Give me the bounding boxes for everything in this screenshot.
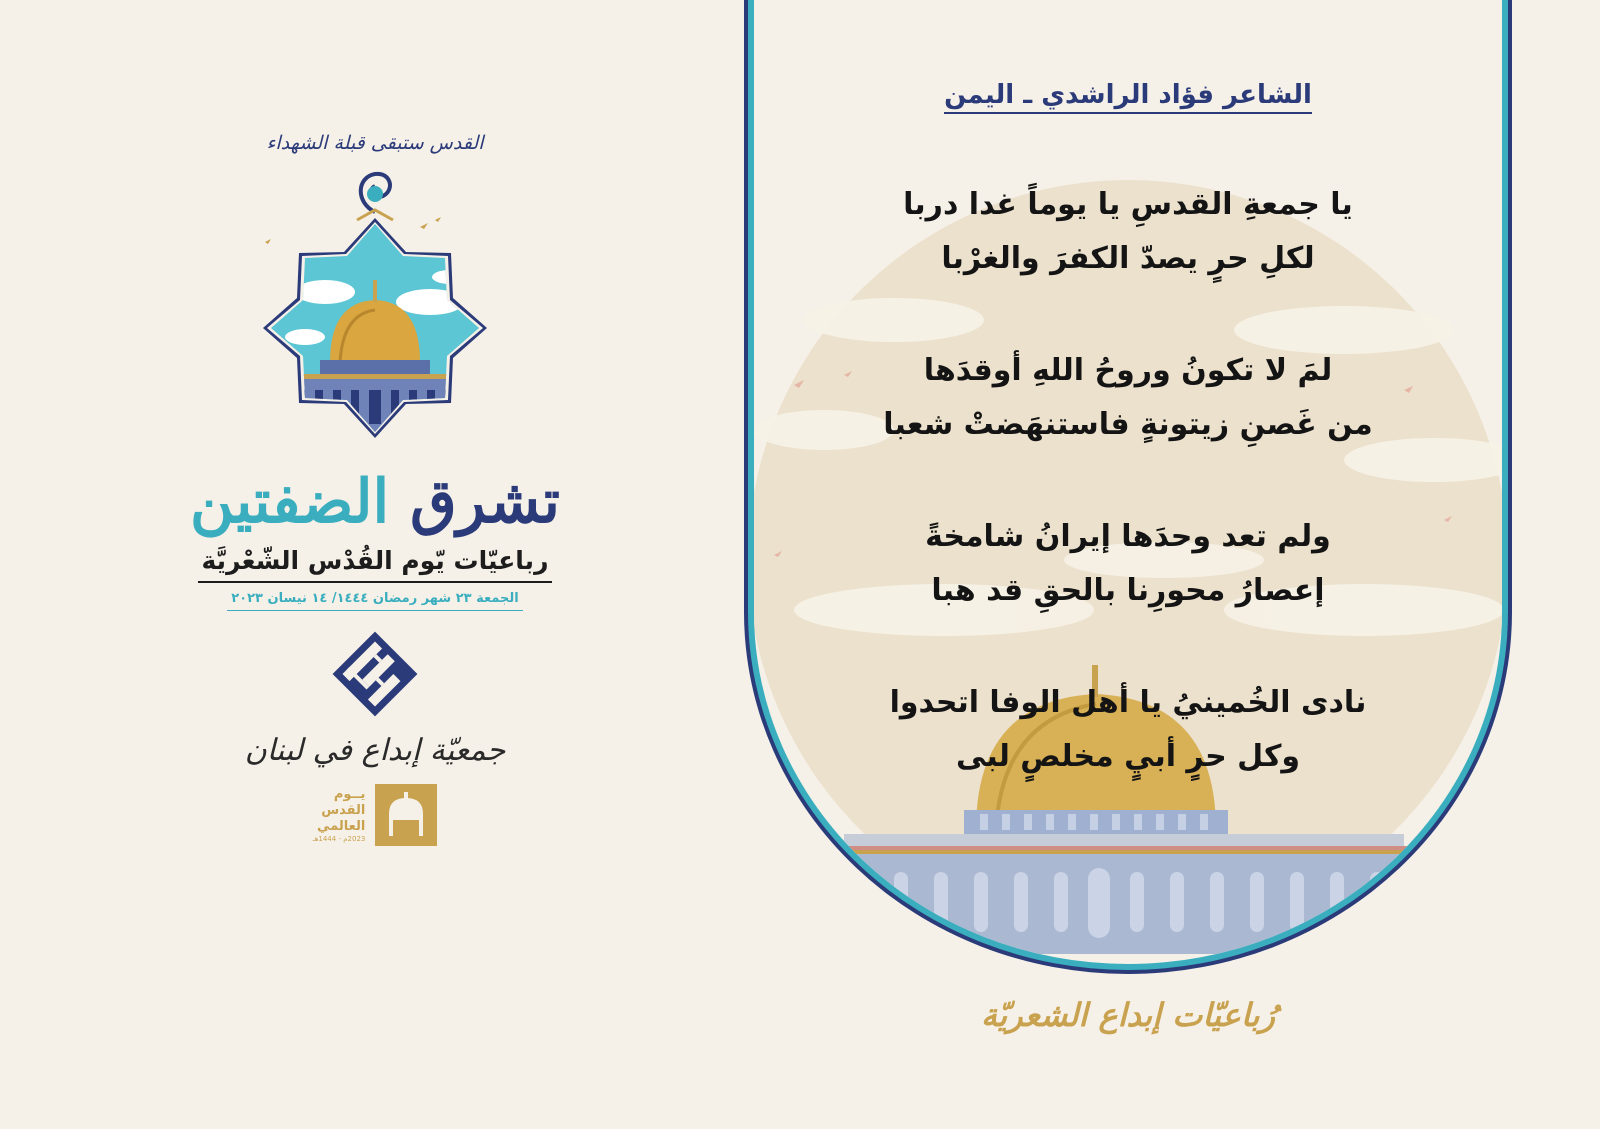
event-calligraphy-title [190, 467, 560, 537]
verse-line: يا جمعةِ القدسِ يا يوماً غدا دربا [903, 187, 1353, 222]
quds-day-line1: يــوم [333, 787, 366, 802]
stanza [804, 344, 1452, 452]
poet-name [744, 80, 1512, 110]
verse-line: إعصارُ محورِنا بالحقِ قد هبا [931, 573, 1325, 608]
verse-line: لمَ لا تكونُ وروحُ اللهِ أوقدَها [923, 353, 1333, 388]
quds-day-dome-icon [375, 784, 437, 846]
event-title-part1: تشرق [389, 467, 560, 537]
bird-icon [265, 217, 441, 244]
quds-day-text-block [313, 787, 366, 843]
poet-name-text: الشاعر فؤاد الراشدي ـ اليمن [944, 80, 1312, 114]
date-line: الجمعة ٢٣ شهر رمضان ١٤٤٤/ ١٤ نيسان ٢٠٢٣ [227, 591, 523, 611]
dome-of-the-rock-emblem [245, 162, 505, 462]
quds-day-line3: العالمي [317, 819, 366, 834]
verse-line: وكل حرٍ أبيٍ مخلصٍ لبى [955, 739, 1301, 774]
slogan-calligraphy: القدس ستبقى قبلة الشهداء [266, 132, 484, 154]
ornament-icon [357, 174, 393, 220]
poem-stanzas [804, 178, 1452, 842]
event-title-part2: الضفتين [190, 467, 390, 537]
poem-panel [744, 0, 1512, 1129]
left-panel [150, 120, 600, 1050]
association-logo-calligraphy: جمعيّة إبداع في لبنان [244, 733, 506, 768]
subtitle: رباعيّات يّوم القُدْس الشّعْريَّة [198, 546, 553, 583]
stanza [804, 178, 1452, 286]
quds-day-logo [313, 784, 438, 846]
verse-line: ولم تعد وحدَها إيرانُ شامخةً [925, 519, 1331, 554]
footer-calligraphy-title: رُباعيّات إبداع الشعريّة [981, 996, 1275, 1034]
quds-day-line2: القدس [321, 803, 366, 818]
quds-day-year: 2023م - 1444هـ [312, 835, 366, 843]
stanza [804, 510, 1452, 618]
kufic-logo-icon [330, 629, 420, 719]
verse-line: من غَصنِ زيتونةٍ فاستنهَضتْ شعبا [883, 407, 1373, 442]
verse-line: نادى الخُمينيُ يا أهل الوفا اتحدوا [889, 685, 1367, 720]
stanza [804, 676, 1452, 784]
verse-line: لكلِ حرٍ يصدّ الكفرَ والغرْبا [941, 241, 1315, 276]
